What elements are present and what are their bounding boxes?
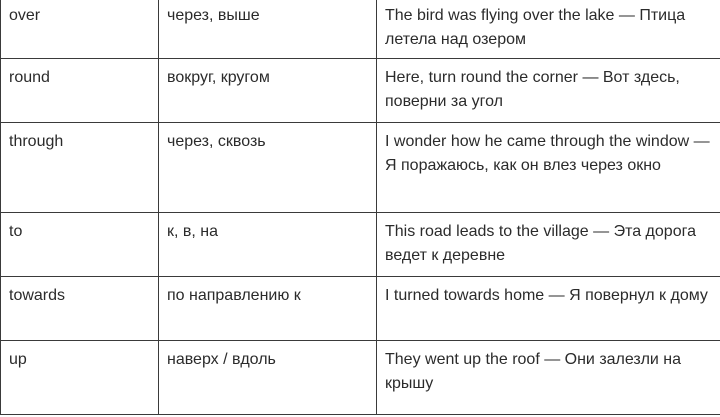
example-cell: I turned towards home — Я повернул к дому — [377, 277, 720, 341]
word-cell: over — [1, 0, 159, 59]
translation-cell: наверх / вдоль — [159, 341, 377, 415]
table-row — [1, 277, 720, 341]
translation-cell: через, выше — [159, 0, 377, 59]
table-row — [1, 213, 720, 277]
word-cell: to — [1, 213, 159, 277]
table-row — [1, 0, 720, 59]
word-cell: up — [1, 341, 159, 415]
table-row — [1, 123, 720, 213]
example-cell: This road leads to the village — Эта дорога ведет к деревне — [377, 213, 720, 277]
translation-cell: вокруг, кругом — [159, 59, 377, 123]
example-cell: I wonder how he came through the window — Я поражаюсь, как он влез через окно — [377, 123, 720, 213]
word-cell: through — [1, 123, 159, 213]
translation-cell: к, в, на — [159, 213, 377, 277]
example-cell: Here, turn round the corner — Вот здесь, поверни за угол — [377, 59, 720, 123]
word-cell: towards — [1, 277, 159, 341]
example-cell: The bird was flying over the lake — Птица летела над озером — [377, 0, 720, 59]
table-row — [1, 59, 720, 123]
translation-cell: через, сквозь — [159, 123, 377, 213]
word-cell: round — [1, 59, 159, 123]
example-cell: They went up the roof — Они залезли на крышу — [377, 341, 720, 415]
translation-cell: по направлению к — [159, 277, 377, 341]
table-row — [1, 341, 720, 415]
